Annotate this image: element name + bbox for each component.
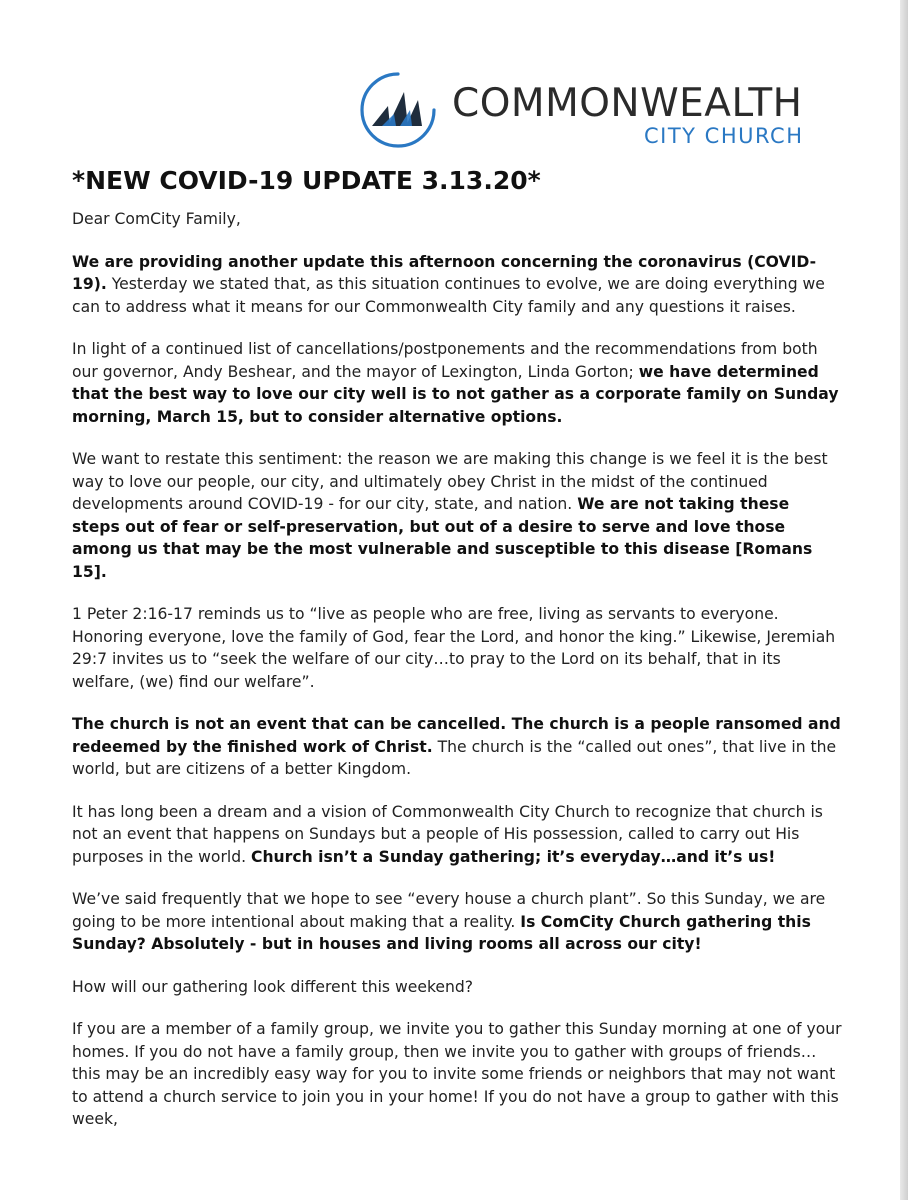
church-logo (358, 70, 818, 152)
paragraph-8-text: How will our gathering look different this weekend? (72, 977, 474, 996)
paragraph-5-bold: The church is not an event that can be cancelled. The church is a people ransomed and redeemed by the finished work of Christ. (72, 715, 841, 756)
paragraph-2 (72, 338, 842, 428)
paragraph-6 (72, 801, 842, 869)
salutation: Dear ComCity Family, (72, 210, 241, 228)
logo-name-line2: CITY CHURCH (644, 124, 804, 148)
paragraph-9-text: If you are a member of a family group, we invite you to gather this Sunday morning at one of your homes. If you do not have a family group, then we invite you to gather with groups of friends…this may be an incredibly easy way for you to invite some friends or neighbors that may not want to attend a church service to join you in your home! If you do not have a group to gather with this week, (72, 1020, 842, 1128)
paragraph-5 (72, 713, 842, 781)
paragraph-7-bold: Is ComCity Church gathering this Sunday? Absolutely - but in houses and living rooms all across our city! (72, 912, 811, 953)
paragraph-1-text: Yesterday we stated that, as this situation continues to evolve, we are doing everything we can to address what it means for our Commonwealth City family and any questions it raises. (72, 275, 825, 316)
paragraph-3-text: We want to restate this sentiment: the reason we are making this change is we feel it is the best way to love our people, our city, and ultimately obey Christ in the midst of the continued developments around COVID-19 - for our city, state, and nation. (72, 450, 828, 513)
paragraph-4 (72, 603, 842, 693)
paragraph-3 (72, 448, 842, 583)
letter-body (72, 208, 842, 1151)
paragraph-6-bold: Church isn’t a Sunday gathering; it’s everyday…and it’s us! (251, 847, 776, 866)
paragraph-4-text: 1 Peter 2:16-17 reminds us to “live as people who are free, living as servants to everyone. Honoring everyone, love the family of God, fear the Lord, and honor the king.” Likewise, Jeremiah 29:7 invites us to “seek the welfare of our city…to pray to the Lord on its behalf, that in its welfare, (we) find our welfare”. (72, 605, 836, 691)
paragraph-9 (72, 1018, 842, 1131)
paragraph-1-bold: We are providing another update this afternoon concerning the coronavirus (COVID-19). (72, 252, 817, 293)
page-edge-shadow (900, 0, 908, 1200)
paragraph-6-text: It has long been a dream and a vision of Commonwealth City Church to recognize that church is not an event that happens on Sundays but a people of His possession, called to carry out His purposes in the world. (72, 802, 823, 866)
paragraph-7-text: We’ve said frequently that we hope to see “every house a church plant”. So this Sunday, we are going to be more intentional about making that a reality. (72, 890, 826, 931)
paragraph-2-bold: we have determined that the best way to love our city well is to not gather as a corporate family on Sunday morning, March 15, but to consider alternative options. (72, 362, 839, 426)
paragraph-2-text: In light of a continued list of cancellations/postponements and the recommendations from both our governor, Andy Beshear, and the mayor of Lexington, Linda Gorton; (72, 340, 818, 381)
paragraph-8 (72, 976, 842, 999)
paragraph-1 (72, 251, 842, 319)
paragraph-3-bold: We are not taking these steps out of fear or self-preservation, but out of a desire to serve and love those among us that may be the most vulnerable and susceptible to this disease [Romans 15]. (72, 495, 813, 581)
church-logo-mark-icon (358, 70, 438, 150)
update-title: *NEW COVID-19 UPDATE 3.13.20* (72, 166, 541, 195)
paragraph-7 (72, 888, 842, 956)
paragraph-5-text: The church is the “called out ones”, that live in the world, but are citizens of a better Kingdom. (72, 737, 837, 778)
logo-name-line1: COMMONWEALTH (452, 81, 803, 126)
